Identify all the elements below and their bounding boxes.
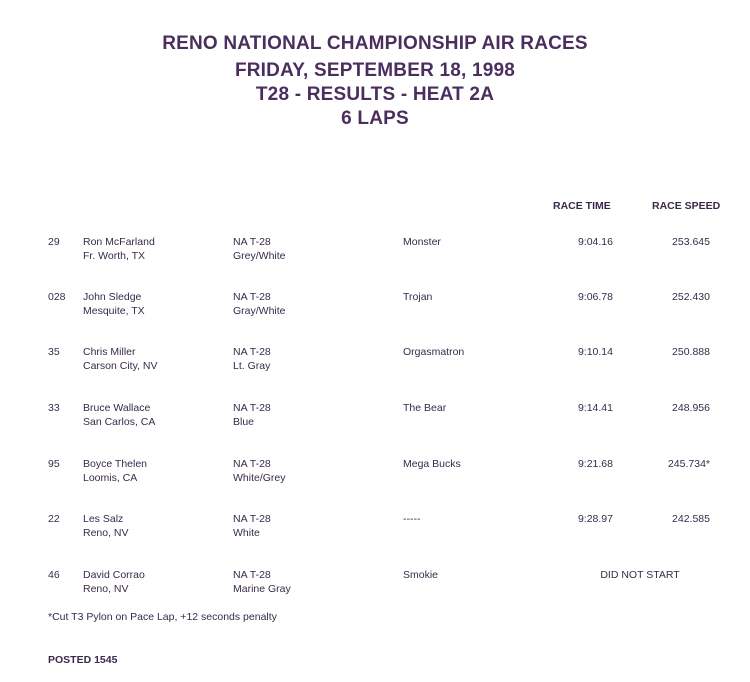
race-time: 9:10.14 (577, 346, 613, 358)
aircraft-type: NA T-28 (233, 236, 271, 248)
heat-title: T28 - RESULTS - HEAT 2A (255, 84, 495, 105)
aircraft-name: Smokie (403, 569, 439, 581)
race-speed: 248.956 (672, 402, 710, 414)
aircraft-type: NA T-28 (233, 569, 271, 581)
table-row (0, 346, 750, 386)
race-speed: 252.430 (672, 291, 710, 303)
pilot-hometown: Carson City, NV (83, 360, 158, 372)
aircraft-color: Grey/White (233, 250, 286, 262)
pilot-name: John Sledge (83, 291, 142, 303)
race-speed: 245.734* (667, 458, 710, 470)
pilot-hometown: Loomis, CA (83, 472, 138, 484)
aircraft-name: The Bear (403, 402, 447, 414)
aircraft-type: NA T-28 (233, 346, 271, 358)
table-row (0, 236, 750, 276)
aircraft-type: NA T-28 (233, 402, 271, 414)
table-row (0, 458, 750, 498)
pilot-name: David Corrao (83, 569, 145, 581)
race-speed: 253.645 (672, 236, 710, 248)
race-number: 46 (48, 569, 60, 581)
race-number: 22 (48, 513, 60, 525)
race-time-header: RACE TIME (553, 200, 611, 212)
penalty-footnote: *Cut T3 Pylon on Pace Lap, +12 seconds penalty (48, 611, 277, 623)
pilot-name: Les Salz (83, 513, 124, 525)
aircraft-color: Blue (233, 416, 255, 428)
race-time: 9:04.16 (577, 236, 613, 248)
event-title: RENO NATIONAL CHAMPIONSHIP AIR RACES (162, 33, 588, 54)
aircraft-color: Gray/White (233, 305, 286, 317)
aircraft-color: Lt. Gray (233, 360, 271, 372)
table-row (0, 569, 750, 609)
aircraft-color: White/Grey (233, 472, 286, 484)
race-number: 33 (48, 402, 60, 414)
aircraft-name: Trojan (403, 291, 433, 303)
aircraft-type: NA T-28 (233, 458, 271, 470)
posted-time: POSTED 1545 (48, 654, 118, 666)
race-time: 9:06.78 (577, 291, 613, 303)
table-row (0, 513, 750, 553)
aircraft-color: Marine Gray (233, 583, 291, 595)
race-number: 29 (48, 236, 60, 248)
table-row (0, 291, 750, 331)
aircraft-type: NA T-28 (233, 291, 271, 303)
pilot-hometown: Fr. Worth, TX (83, 250, 146, 262)
aircraft-name: Mega Bucks (403, 458, 461, 470)
race-speed: 242.585 (672, 513, 710, 525)
race-number: 95 (48, 458, 60, 470)
event-date: FRIDAY, SEPTEMBER 18, 1998 (234, 60, 516, 81)
pilot-hometown: San Carlos, CA (83, 416, 156, 428)
race-speed: 250.888 (672, 346, 710, 358)
race-time: 9:14.41 (577, 402, 613, 414)
race-number: 35 (48, 346, 60, 358)
race-status: DID NOT START (600, 569, 680, 581)
race-speed-header: RACE SPEED (652, 200, 721, 212)
aircraft-name: Monster (403, 236, 441, 248)
race-time: 9:28.97 (577, 513, 613, 525)
pilot-name: Bruce Wallace (83, 402, 151, 414)
race-time: 9:21.68 (577, 458, 613, 470)
aircraft-color: White (233, 527, 260, 539)
pilot-name: Chris Miller (83, 346, 136, 358)
aircraft-type: NA T-28 (233, 513, 271, 525)
pilot-name: Boyce Thelen (83, 458, 148, 470)
pilot-name: Ron McFarland (83, 236, 155, 248)
aircraft-name: ----- (403, 513, 421, 525)
table-row (0, 402, 750, 442)
pilot-hometown: Reno, NV (83, 527, 129, 539)
lap-count: 6 LAPS (341, 108, 409, 129)
race-number: 028 (48, 291, 66, 303)
pilot-hometown: Reno, NV (83, 583, 129, 595)
pilot-hometown: Mesquite, TX (83, 305, 145, 317)
aircraft-name: Orgasmatron (403, 346, 465, 358)
